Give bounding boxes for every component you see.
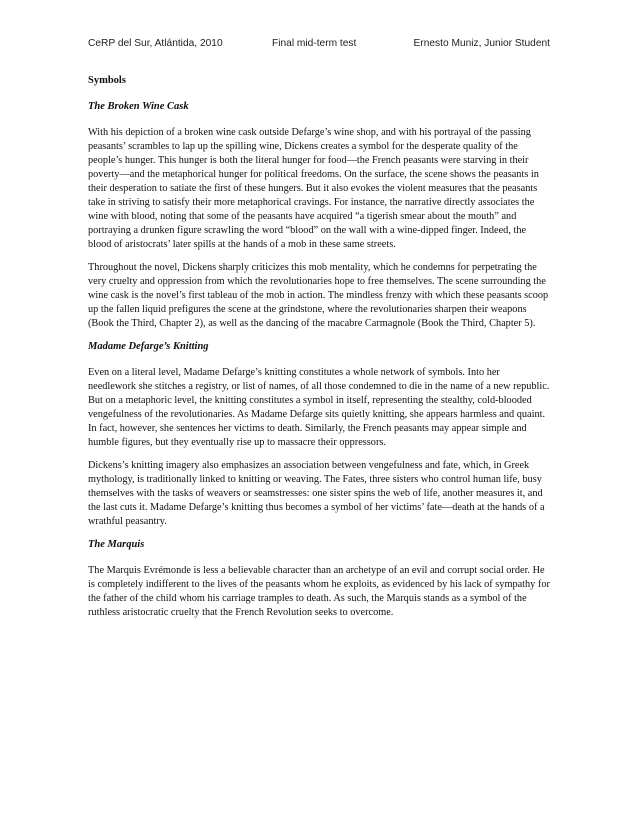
- document-body: [88, 74, 550, 629]
- subsection-title-wine-cask: The Broken Wine Cask: [88, 101, 189, 112]
- subsection-title-marquis: The Marquis: [88, 539, 145, 550]
- page-header: [88, 38, 550, 52]
- header-author: Ernesto Muniz, Junior Student: [413, 38, 550, 49]
- header-test-title: Final mid-term test: [272, 38, 357, 49]
- paragraph: Throughout the novel, Dickens sharply criticizes this mob mentality, which he condemns for perpetrating the very cruelty and oppression from which the revolutionaries hope to free themselves. The scene surrounding the wine cask is the novel’s first tableau of the mob in action. The mindless frenzy with which these peasants scoop up the fallen liquid prefigures the scene at the grindstone, where the revolutionaries sharpen their weapons (Book the Third, Chapter 2), as well as the dancing of the macabre Carmagnole (Book the Third, Chapter 5).: [88, 262, 549, 329]
- paragraph: With his depiction of a broken wine cask outside Defarge’s wine shop, and with his portrayal of the passing peasants’ scrambles to lap up the spilling wine, Dickens creates a symbol for the desperate quality of the people’s hunger. This hunger is both the literal hunger for food—the French peasants were starving in their poverty—and the metaphorical hunger for political freedoms. On the surface, the scene shows the peasants in their desperation to satiate the first of these hungers. But it also evokes the violent measures that the peasants take in striving to satisfy their more metaphorical cravings. For instance, the narrative directly associates the wine with blood, noting that some of the peasants have acquired “a tigerish smear about the mouth” and portraying a drunken figure scrawling the word “blood” on the wall with a wine-dipped finger. Indeed, the blood of aristocrats’ later spills at the hands of a mob in these same streets.: [88, 127, 539, 250]
- paragraph: The Marquis Evrémonde is less a believable character than an archetype of an evil and corrupt social order. He is completely indifferent to the lives of the peasants whom he exploits, as evidenced by his lack of sympathy for the father of the child whom his carriage tramples to death. As such, the Marquis stands as a symbol of the ruthless aristocratic cruelty that the French Revolution seeks to overcome.: [88, 565, 550, 618]
- header-institution: CeRP del Sur, Atlántida, 2010: [88, 38, 223, 49]
- subsection-title-knitting: Madame Defarge’s Knitting: [88, 341, 209, 352]
- paragraph: Even on a literal level, Madame Defarge’s knitting constitutes a whole network of symbols. Into her needlework she stitches a registry, or list of names, of all those condemned to die in the name of a new republic. But on a metaphoric level, the knitting constitutes a symbol in itself, representing the stealthy, cold-blooded vengefulness of the revolutionaries. As Madame Defarge sits quietly knitting, she appears harmless and quaint. In fact, however, she sentences her victims to death. Similarly, the French peasants may appear simple and humble figures, but they eventually rise up to massacre their oppressors.: [88, 367, 550, 448]
- section-title-symbols: Symbols: [88, 75, 126, 86]
- paragraph: Dickens’s knitting imagery also emphasizes an association between vengefulness and fate, which, in Greek mythology, is traditionally linked to knitting or weaving. The Fates, three sisters who control human life, busy themselves with the tasks of weavers or seamstresses: one sister spins the web of life, another measures it, and the last cuts it. Madame Defarge’s knitting thus becomes a symbol of her victims’ fate—death at the hands of a wrathful peasantry.: [88, 460, 545, 527]
